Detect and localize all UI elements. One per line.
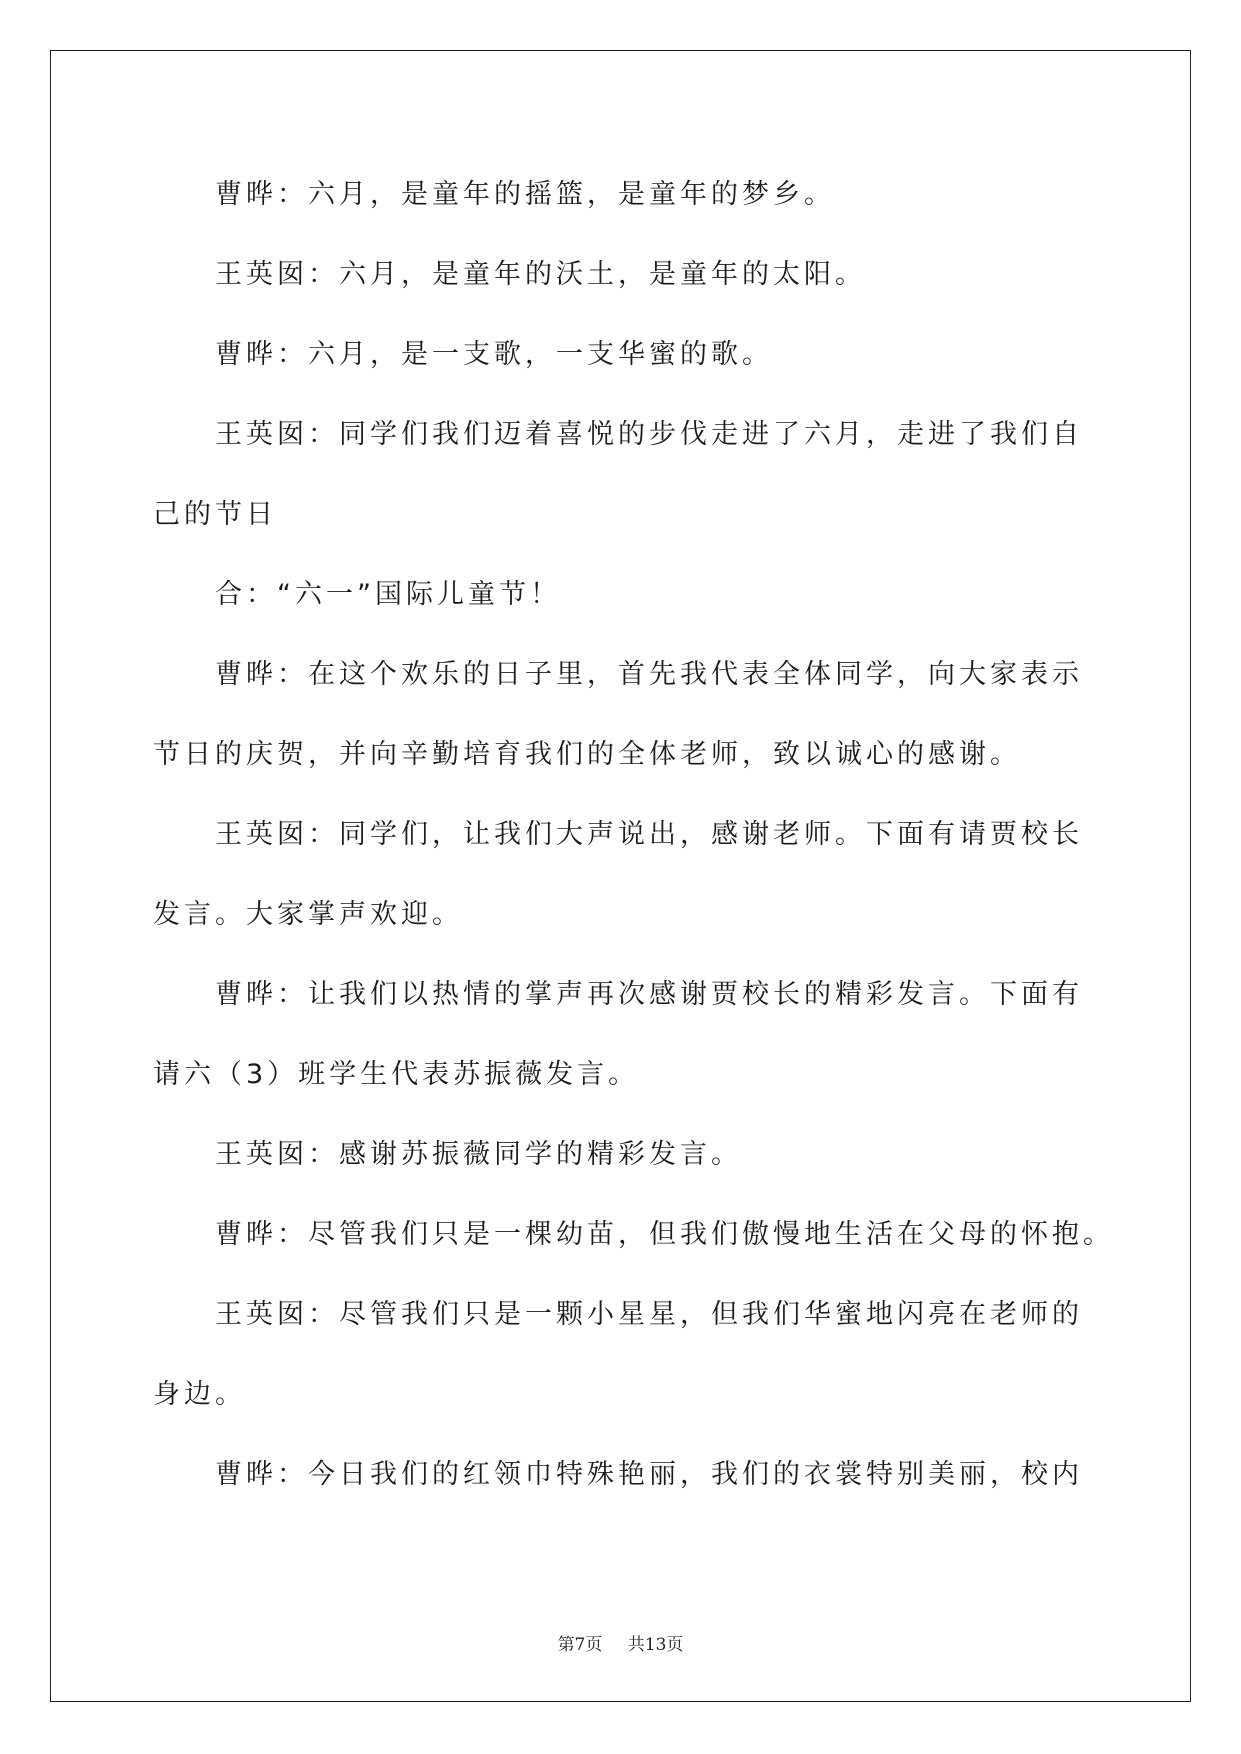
text-line: 王英囡：同学们，让我们大声说出，感谢老师。下面有请贾校长 xyxy=(215,819,1083,850)
text-line: 请六（3）班学生代表苏振薇发言。 xyxy=(153,1059,640,1090)
text-line: 曹晔：六月，是童年的摇篮，是童年的梦乡。 xyxy=(215,179,835,210)
text-line: 曹晔：在这个欢乐的日子里，首先我代表全体同学，向大家表示 xyxy=(215,659,1083,690)
text-line: 曹晔：六月，是一支歌，一支华蜜的歌。 xyxy=(215,339,773,370)
page-footer xyxy=(0,1630,1241,1655)
page-number-total: 共13页 xyxy=(627,1635,684,1655)
page-number-current: 第7页 xyxy=(557,1635,603,1655)
text-line: 发言。大家掌声欢迎。 xyxy=(153,899,463,930)
text-line: 曹晔：今日我们的红领巾特殊艳丽，我们的衣裳特别美丽，校内 xyxy=(215,1459,1083,1490)
text-line: 王英囡：六月，是童年的沃土，是童年的太阳。 xyxy=(215,259,866,290)
text-line: 王英囡：感谢苏振薇同学的精彩发言。 xyxy=(215,1139,742,1170)
document-body xyxy=(153,155,1114,1515)
text-line: 王英囡：同学们我们迈着喜悦的步伐走进了六月，走进了我们自 xyxy=(215,419,1083,450)
text-line: 王英囡：尽管我们只是一颗小星星，但我们华蜜地闪亮在老师的 xyxy=(215,1299,1083,1330)
text-line: 身边。 xyxy=(153,1379,246,1410)
text-line: 己的节日 xyxy=(153,499,277,530)
text-line: 合：“六一”国际儿童节！ xyxy=(215,579,561,610)
text-line: 节日的庆贺，并向辛勤培育我们的全体老师，致以诚心的感谢。 xyxy=(153,739,1021,770)
text-line: 曹晔：尽管我们只是一棵幼苗，但我们傲慢地生活在父母的怀抱。 xyxy=(215,1219,1114,1250)
text-line: 曹晔：让我们以热情的掌声再次感谢贾校长的精彩发言。下面有 xyxy=(215,979,1083,1010)
